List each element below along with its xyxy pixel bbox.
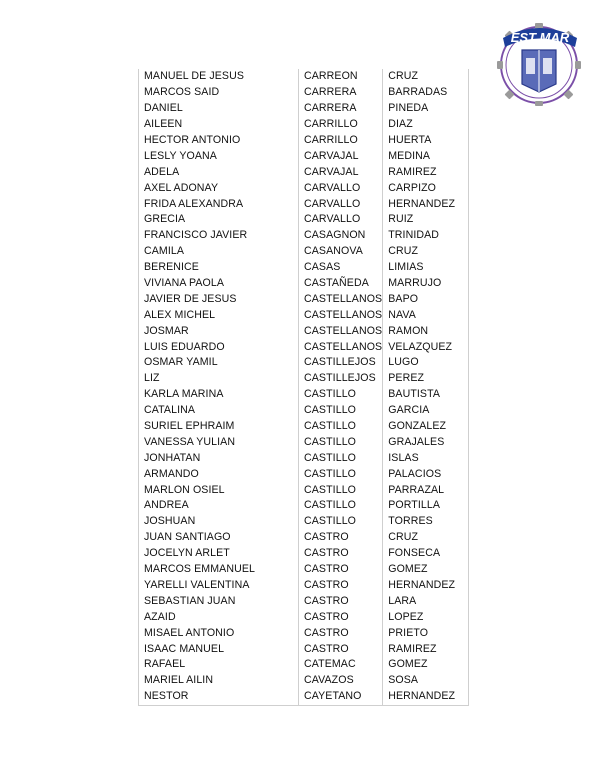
table-row [139, 276, 469, 292]
table-row [139, 180, 469, 196]
first-names-cell: VANESSA YULIAN [139, 434, 299, 450]
table-row [139, 593, 469, 609]
paternal-surname-cell: CASTRO [299, 530, 383, 546]
table-row [139, 196, 469, 212]
table-row [139, 387, 469, 403]
first-names-cell: MARCOS SAID [139, 85, 299, 101]
paternal-surname-cell: CASANOVA [299, 244, 383, 260]
paternal-surname-cell: CASTRO [299, 625, 383, 641]
maternal-surname-cell: RAMON [383, 323, 469, 339]
first-names-cell: AILEEN [139, 117, 299, 133]
maternal-surname-cell: CARPIZO [383, 180, 469, 196]
maternal-surname-cell: LIMIAS [383, 260, 469, 276]
first-names-cell: ALEX MICHEL [139, 307, 299, 323]
first-names-cell: KARLA MARINA [139, 387, 299, 403]
first-names-cell: JUAN SANTIAGO [139, 530, 299, 546]
paternal-surname-cell: CARVALLO [299, 212, 383, 228]
maternal-surname-cell: HERNANDEZ [383, 578, 469, 594]
paternal-surname-cell: CASAS [299, 260, 383, 276]
first-names-cell: NESTOR [139, 689, 299, 705]
maternal-surname-cell: HERNANDEZ [383, 196, 469, 212]
maternal-surname-cell: PEREZ [383, 371, 469, 387]
paternal-surname-cell: CAYETANO [299, 689, 383, 705]
paternal-surname-cell: CARRERA [299, 85, 383, 101]
paternal-surname-cell: CASTILLO [299, 403, 383, 419]
first-names-cell: RAFAEL [139, 657, 299, 673]
table-row [139, 498, 469, 514]
first-names-cell: ADELA [139, 164, 299, 180]
paternal-surname-cell: CASTILLO [299, 450, 383, 466]
first-names-cell: CATALINA [139, 403, 299, 419]
table-row [139, 546, 469, 562]
paternal-surname-cell: CATEMAC [299, 657, 383, 673]
first-names-cell: VIVIANA PAOLA [139, 276, 299, 292]
paternal-surname-cell: CASTILLEJOS [299, 355, 383, 371]
paternal-surname-cell: CASTRO [299, 578, 383, 594]
paternal-surname-cell: CARRILLO [299, 117, 383, 133]
first-names-cell: FRANCISCO JAVIER [139, 228, 299, 244]
paternal-surname-cell: CASTILLO [299, 387, 383, 403]
first-names-cell: JONHATAN [139, 450, 299, 466]
paternal-surname-cell: CARRERA [299, 101, 383, 117]
first-names-cell: MARIEL AILIN [139, 673, 299, 689]
paternal-surname-cell: CASTILLEJOS [299, 371, 383, 387]
first-names-cell: JAVIER DE JESUS [139, 291, 299, 307]
maternal-surname-cell: BAPO [383, 291, 469, 307]
maternal-surname-cell: PRIETO [383, 625, 469, 641]
logo-text: EST MAR [510, 30, 570, 45]
paternal-surname-cell: CARVALLO [299, 196, 383, 212]
maternal-surname-cell: RAMIREZ [383, 641, 469, 657]
table-row [139, 689, 469, 705]
paternal-surname-cell: CASTRO [299, 562, 383, 578]
maternal-surname-cell: BARRADAS [383, 85, 469, 101]
maternal-surname-cell: VELAZQUEZ [383, 339, 469, 355]
table-row [139, 260, 469, 276]
paternal-surname-cell: CARVALLO [299, 180, 383, 196]
table-row [139, 434, 469, 450]
paternal-surname-cell: CASTILLO [299, 466, 383, 482]
maternal-surname-cell: ISLAS [383, 450, 469, 466]
first-names-cell: ARMANDO [139, 466, 299, 482]
table-row [139, 101, 469, 117]
first-names-cell: JOSHUAN [139, 514, 299, 530]
paternal-surname-cell: CASTILLO [299, 498, 383, 514]
first-names-cell: LESLY YOANA [139, 148, 299, 164]
maternal-surname-cell: GARCIA [383, 403, 469, 419]
maternal-surname-cell: CRUZ [383, 244, 469, 260]
first-names-cell: DANIEL [139, 101, 299, 117]
paternal-surname-cell: CASAGNON [299, 228, 383, 244]
table-row [139, 625, 469, 641]
maternal-surname-cell: PORTILLA [383, 498, 469, 514]
maternal-surname-cell: TRINIDAD [383, 228, 469, 244]
paternal-surname-cell: CASTELLANOS [299, 291, 383, 307]
table-row [139, 562, 469, 578]
first-names-cell: AXEL ADONAY [139, 180, 299, 196]
first-names-cell: LIZ [139, 371, 299, 387]
table-row [139, 466, 469, 482]
maternal-surname-cell: MARRUJO [383, 276, 469, 292]
paternal-surname-cell: CAVAZOS [299, 673, 383, 689]
first-names-cell: YARELLI VALENTINA [139, 578, 299, 594]
student-roster-table [138, 69, 469, 706]
maternal-surname-cell: GRAJALES [383, 434, 469, 450]
paternal-surname-cell: CASTELLANOS [299, 307, 383, 323]
first-names-cell: AZAID [139, 609, 299, 625]
school-seal-icon [494, 20, 584, 106]
maternal-surname-cell: CRUZ [383, 530, 469, 546]
table-row [139, 339, 469, 355]
maternal-surname-cell: BAUTISTA [383, 387, 469, 403]
paternal-surname-cell: CASTILLO [299, 434, 383, 450]
maternal-surname-cell: PARRAZAL [383, 482, 469, 498]
first-names-cell: SURIEL EPHRAIM [139, 419, 299, 435]
maternal-surname-cell: DIAZ [383, 117, 469, 133]
paternal-surname-cell: CARRILLO [299, 133, 383, 149]
maternal-surname-cell: TORRES [383, 514, 469, 530]
table-row [139, 641, 469, 657]
paternal-surname-cell: CASTILLO [299, 419, 383, 435]
maternal-surname-cell: CRUZ [383, 69, 469, 85]
table-row [139, 578, 469, 594]
table-row [139, 117, 469, 133]
paternal-surname-cell: CASTELLANOS [299, 339, 383, 355]
maternal-surname-cell: MEDINA [383, 148, 469, 164]
maternal-surname-cell: GOMEZ [383, 657, 469, 673]
maternal-surname-cell: HUERTA [383, 133, 469, 149]
paternal-surname-cell: CARREON [299, 69, 383, 85]
paternal-surname-cell: CASTILLO [299, 514, 383, 530]
first-names-cell: JOSMAR [139, 323, 299, 339]
paternal-surname-cell: CASTRO [299, 641, 383, 657]
first-names-cell: CAMILA [139, 244, 299, 260]
first-names-cell: JOCELYN ARLET [139, 546, 299, 562]
paternal-surname-cell: CASTELLANOS [299, 323, 383, 339]
school-logo [494, 20, 584, 106]
first-names-cell: ISAAC MANUEL [139, 641, 299, 657]
table-row [139, 228, 469, 244]
maternal-surname-cell: LARA [383, 593, 469, 609]
maternal-surname-cell: GOMEZ [383, 562, 469, 578]
table-row [139, 291, 469, 307]
table-row [139, 164, 469, 180]
table-row [139, 673, 469, 689]
paternal-surname-cell: CASTRO [299, 593, 383, 609]
table-row [139, 133, 469, 149]
first-names-cell: HECTOR ANTONIO [139, 133, 299, 149]
roster-body [139, 69, 469, 705]
maternal-surname-cell: RAMIREZ [383, 164, 469, 180]
table-row [139, 212, 469, 228]
table-row [139, 609, 469, 625]
first-names-cell: FRIDA ALEXANDRA [139, 196, 299, 212]
first-names-cell: MARCOS EMMANUEL [139, 562, 299, 578]
table-row [139, 514, 469, 530]
table-row [139, 371, 469, 387]
table-row [139, 355, 469, 371]
paternal-surname-cell: CASTAÑEDA [299, 276, 383, 292]
first-names-cell: BERENICE [139, 260, 299, 276]
first-names-cell: LUIS EDUARDO [139, 339, 299, 355]
first-names-cell: OSMAR YAMIL [139, 355, 299, 371]
first-names-cell: MARLON OSIEL [139, 482, 299, 498]
table-row [139, 403, 469, 419]
table-row [139, 530, 469, 546]
table-row [139, 148, 469, 164]
table-row [139, 69, 469, 85]
maternal-surname-cell: LOPEZ [383, 609, 469, 625]
maternal-surname-cell: RUIZ [383, 212, 469, 228]
first-names-cell: MANUEL DE JESUS [139, 69, 299, 85]
maternal-surname-cell: GONZALEZ [383, 419, 469, 435]
table-row [139, 85, 469, 101]
first-names-cell: SEBASTIAN JUAN [139, 593, 299, 609]
table-row [139, 657, 469, 673]
maternal-surname-cell: HERNANDEZ [383, 689, 469, 705]
paternal-surname-cell: CASTRO [299, 546, 383, 562]
table-row [139, 307, 469, 323]
maternal-surname-cell: FONSECA [383, 546, 469, 562]
maternal-surname-cell: SOSA [383, 673, 469, 689]
table-row [139, 482, 469, 498]
paternal-surname-cell: CASTILLO [299, 482, 383, 498]
first-names-cell: ANDREA [139, 498, 299, 514]
maternal-surname-cell: LUGO [383, 355, 469, 371]
table-row [139, 419, 469, 435]
first-names-cell: GRECIA [139, 212, 299, 228]
maternal-surname-cell: NAVA [383, 307, 469, 323]
table-row [139, 323, 469, 339]
paternal-surname-cell: CARVAJAL [299, 164, 383, 180]
paternal-surname-cell: CASTRO [299, 609, 383, 625]
paternal-surname-cell: CARVAJAL [299, 148, 383, 164]
first-names-cell: MISAEL ANTONIO [139, 625, 299, 641]
maternal-surname-cell: PALACIOS [383, 466, 469, 482]
maternal-surname-cell: PINEDA [383, 101, 469, 117]
table-row [139, 450, 469, 466]
table-row [139, 244, 469, 260]
